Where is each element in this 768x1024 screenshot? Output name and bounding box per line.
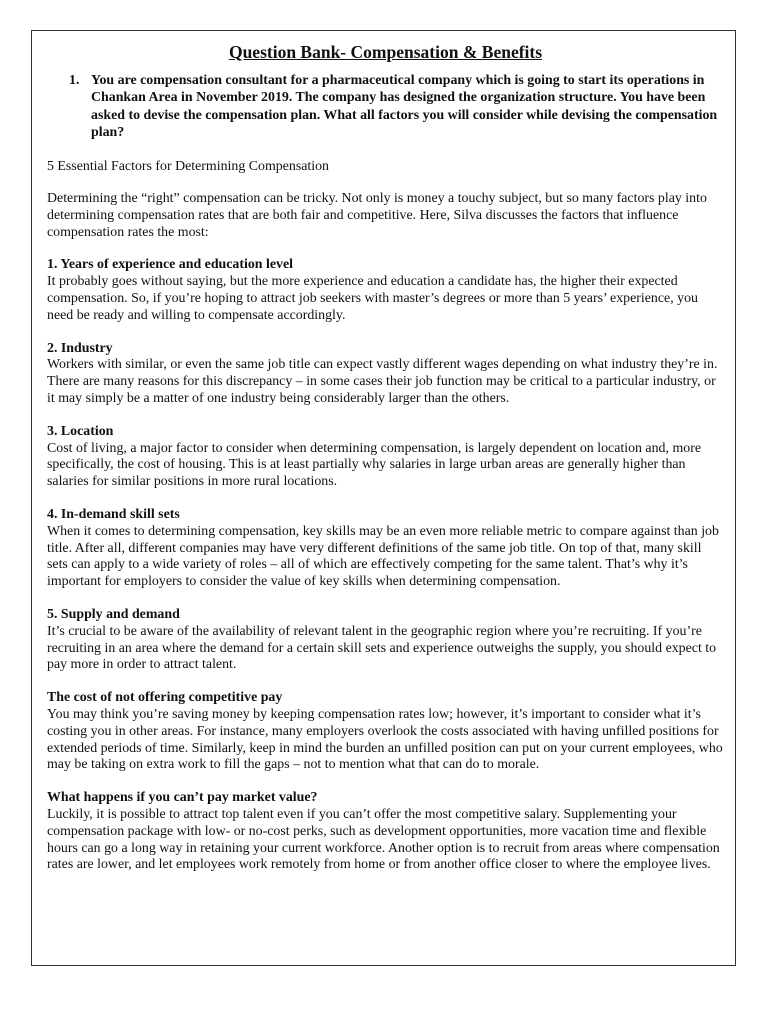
section-body: When it comes to determining compensation, key skills may be an even more reliable metric to compare against than job title. After all, different companies may have very different definitions of the same job title. On top of that, many skill sets can apply to a wide variety of roles – all of which are effectively competing for the same talent. That’s why it’s important for employers to consider the value of key skills when determining compensation. xyxy=(47,523,719,590)
section-heading: 1. Years of experience and education level xyxy=(47,257,294,273)
section-body: Cost of living, a major factor to consider when determining compensation, is largely dependent on location and, more specifically, the cost of housing. This is at least partially why salaries in large urban areas are generally higher than salaries for similar positions in more rural locations. xyxy=(47,440,701,490)
document-title: Question Bank- Compensation & Benefits xyxy=(228,42,543,62)
section-experience-education xyxy=(47,257,724,324)
section-cant-pay-market-value xyxy=(47,790,724,874)
section-skill-sets xyxy=(47,507,724,591)
section-body: Workers with similar, or even the same job title can expect vastly different wages depending on what industry they’re in. There are many reasons for this discrepancy – in some cases their job function may be critical to a particular industry, or it may simply be a matter of one industry being considerably larger than the others. xyxy=(47,357,718,406)
section-body: Luckily, it is possible to attract top talent even if you can’t offer the most competitive salary. Supplementing your compensation package with low- or no-cost perks, such as development opportunities, more vacation time and flexible hours can go a long way in retaining your current workforce. Another option is to recruit from areas where compensation rates are lower, and let employees work remotely from home or from another office closer to where the employee lives. xyxy=(47,806,720,873)
document-content xyxy=(47,40,724,890)
section-cost-of-not-competitive-pay xyxy=(47,690,724,774)
intro-heading: 5 Essential Factors for Determining Compensation xyxy=(47,158,330,174)
question-text: You are compensation consultant for a pharmaceutical company which is going to start its operations in Chankan Area in November 2019. The company has designed the organization structure. You have been asked to devise the compensation plan. What all factors you will consider while devising the compensation plan? xyxy=(91,73,718,141)
section-heading: 3. Location xyxy=(47,423,114,439)
section-heading: The cost of not offering competitive pay xyxy=(47,690,283,706)
section-heading: What happens if you can’t pay market value? xyxy=(47,790,318,806)
question-number: 1. xyxy=(69,73,80,88)
section-heading: 2. Industry xyxy=(47,340,113,356)
intro-paragraph: Determining the “right” compensation can be tricky. Not only is money a touchy subject, but so many factors play into determining compensation rates that are both fair and competitive. Here, Silva discusses the factors that influence compensation rates the most: xyxy=(47,191,707,240)
section-heading: 4. In-demand skill sets xyxy=(47,506,180,522)
question-item xyxy=(47,72,724,142)
section-supply-demand xyxy=(47,607,724,674)
section-heading: 5. Supply and demand xyxy=(47,606,180,622)
section-body: It’s crucial to be aware of the availability of relevant talent in the geographic region where you’re recruiting. If you’re recruiting in an area where the demand for a certain skill sets and experience outweighs the supply, you should expect to pay more in order to attract talent. xyxy=(47,623,717,673)
section-body: You may think you’re saving money by keeping compensation rates low; however, it’s important to consider what it’s costing you in other areas. For instance, many employers overlook the costs associated with having unfilled positions for extended periods of time. Similarly, keep in mind the burden an unfilled position can put on your current employees, who may be taking on extra work to fill the gaps – not to mention what that can do to morale. xyxy=(47,706,723,773)
section-body: It probably goes without saying, but the more experience and education a candidate has, the higher their expected compensation. So, if you’re hoping to attract job seekers with master’s degrees or more than 5 years’ experience, you need be ready and willing to compensate accordingly. xyxy=(47,274,698,323)
section-location xyxy=(47,424,724,491)
section-industry xyxy=(47,341,724,408)
